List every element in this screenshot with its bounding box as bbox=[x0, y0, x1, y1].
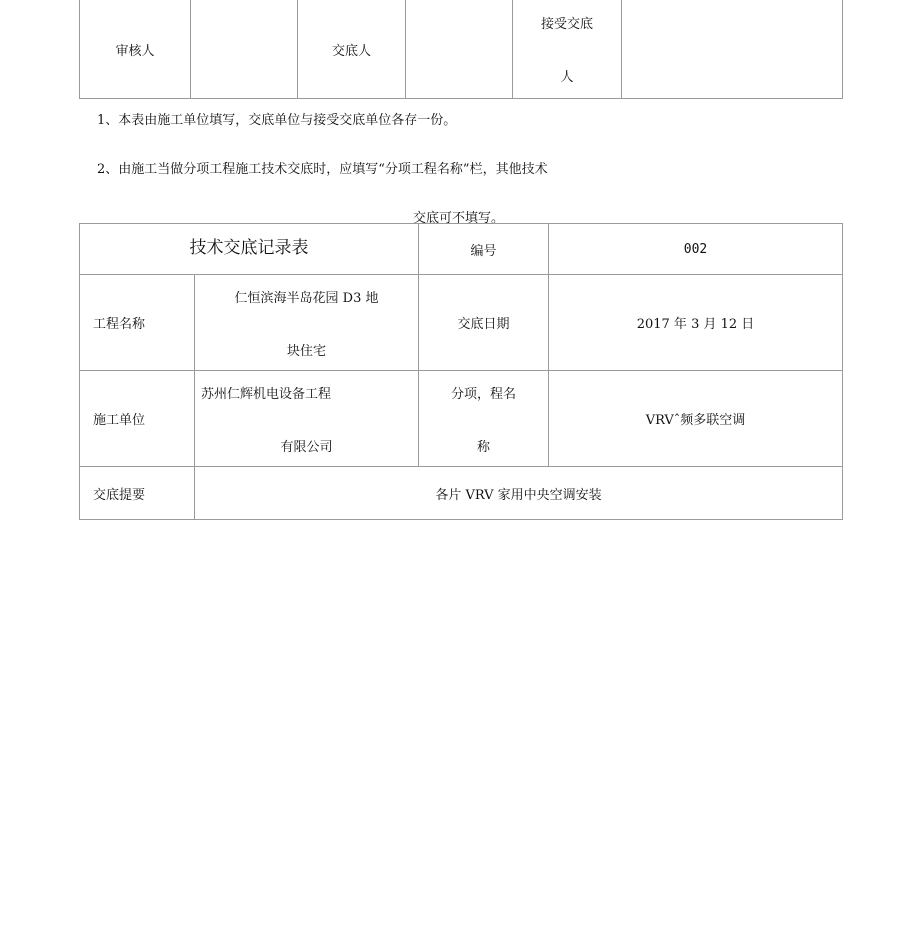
project-name-value bbox=[195, 275, 419, 371]
reviewer-label: 审核人 bbox=[80, 0, 191, 99]
note-2-line1: 2、由施工当做分项工程施工技术交底时，应填写“分项工程名称”栏，其他技术 bbox=[97, 162, 548, 177]
project-name-line2: 块住宅 bbox=[286, 343, 326, 359]
receiver-label-line2: 人 bbox=[560, 70, 574, 85]
receiver-label-line1: 接受交底 bbox=[540, 17, 593, 32]
receiver-value[interactable] bbox=[622, 0, 843, 99]
subproject-value: VRVˆ频多联空调 bbox=[549, 371, 843, 467]
number-value: 002 bbox=[549, 224, 843, 275]
contractor-line2: 有限公司 bbox=[280, 439, 333, 455]
discloser-value[interactable] bbox=[406, 0, 513, 99]
contractor-line1: 苏州仁辉机电设备工程 bbox=[201, 386, 332, 402]
note-2-line2: 交底可不填写。 bbox=[413, 211, 505, 226]
project-name-label: 工程名称 bbox=[80, 275, 195, 371]
record-table bbox=[79, 223, 843, 520]
project-name-line1: 仁恒滨海半岛花园 D3 地 bbox=[234, 290, 379, 306]
receiver-label bbox=[513, 0, 622, 99]
contractor-value bbox=[195, 371, 419, 467]
note-1: 1、本表由施工单位填写，交底单位与接受交底单位各存一份。 bbox=[97, 113, 457, 128]
subproject-label-line2: 称 bbox=[476, 439, 490, 455]
discloser-label: 交底人 bbox=[298, 0, 406, 99]
date-value: 2017 年 3 月 12 日 bbox=[549, 275, 843, 371]
summary-label: 交底提要 bbox=[80, 467, 195, 520]
number-label: 编号 bbox=[419, 224, 549, 275]
subproject-label-line1: 分项，程名 bbox=[450, 386, 516, 402]
contractor-label: 施工单位 bbox=[80, 371, 195, 467]
signature-table bbox=[79, 0, 843, 99]
reviewer-value[interactable] bbox=[191, 0, 298, 99]
date-label: 交底日期 bbox=[419, 275, 549, 371]
record-title: 技术交底记录表 bbox=[80, 224, 419, 275]
subproject-label bbox=[419, 371, 549, 467]
summary-value: 各片 VRV 家用中央空调安装 bbox=[195, 467, 843, 520]
